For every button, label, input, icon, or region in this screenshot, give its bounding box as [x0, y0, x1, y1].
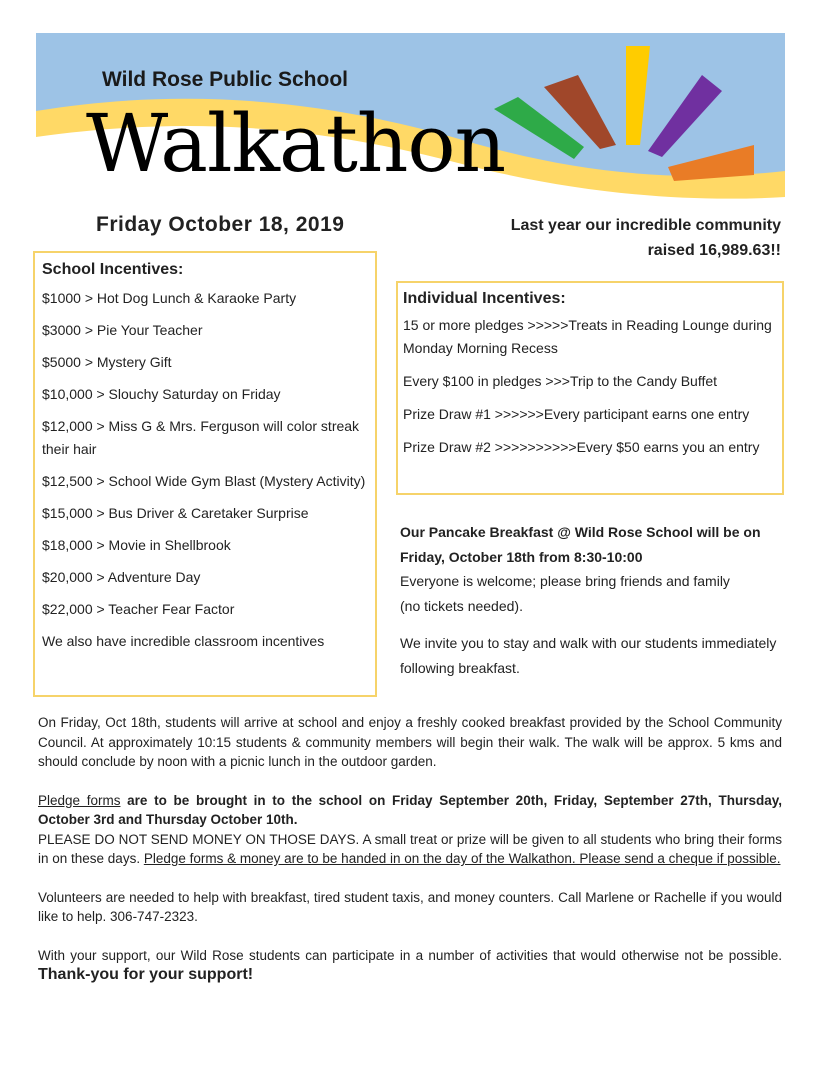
- school-name: Wild Rose Public School: [102, 68, 349, 91]
- school-incentives-title: School Incentives:: [42, 261, 184, 278]
- list-item: 15 or more pledges >>>>>Treats in Reading Lounge during Monday Morning Recess: [403, 317, 772, 356]
- pancake-invite: We invite you to stay and walk with our students immediately following breakfast.: [400, 635, 777, 676]
- page-title: Walkathon: [86, 97, 506, 190]
- list-item: $3000 > Pie Your Teacher: [42, 322, 203, 338]
- money-notice-caps: PLEASE DO NOT SEND MONEY ON THOSE DAYS.: [38, 831, 360, 847]
- paragraph-event-details: On Friday, Oct 18th, students will arrive at school and enjoy a freshly cooked breakfast provided by the School Community Council. At approximately 10:15 students & community members will begin their walk. The walk will be approx. 5 kms and should conclude by noon with a picnic lunch in the outdoor garden.: [38, 715, 782, 769]
- list-item: Prize Draw #2 >>>>>>>>>>Every $50 earns you an entry: [403, 439, 760, 455]
- list-item: $12,500 > School Wide Gym Blast (Mystery Activity): [42, 473, 366, 489]
- last-year-line-2: raised 16,989.63!!: [647, 242, 781, 259]
- list-item: $18,000 > Movie in Shellbrook: [42, 537, 231, 553]
- pancake-line-1: Our Pancake Breakfast @ Wild Rose School will be on: [400, 524, 761, 540]
- pledge-forms-label: Pledge forms: [38, 792, 121, 808]
- paragraph-closing: [38, 946, 782, 985]
- event-date: Friday October 18, 2019: [96, 213, 345, 236]
- money-notice-text: A small treat or prize will be given to all students who bring their forms in on these days.: [38, 831, 783, 866]
- list-item: $22,000 > Teacher Fear Factor: [42, 601, 235, 617]
- list-item: Prize Draw #1 >>>>>>Every participant earns one entry: [403, 406, 750, 422]
- individual-incentives-box: [396, 281, 784, 495]
- paragraph-volunteers: Volunteers are needed to help with breakfast, tired student taxis, and money counters. Call Marlene or Rachelle if you would like to help. 306-747-2323.: [38, 889, 782, 924]
- paragraph-pledge-dates: [38, 791, 782, 830]
- school-incentives-box: [33, 251, 377, 697]
- pancake-breakfast-section: [400, 520, 785, 680]
- closing-text: With your support, our Wild Rose students can participate in a number of activities that would otherwise not be possible.: [38, 947, 782, 963]
- paragraph-money-notice: [38, 830, 782, 869]
- list-item: $15,000 > Bus Driver & Caretaker Surprise: [42, 505, 309, 521]
- last-year-line-1: Last year our incredible community: [510, 217, 781, 234]
- list-item: $12,000 > Miss G & Mrs. Ferguson will color streak their hair: [42, 418, 360, 457]
- pancake-line-3: Everyone is welcome; please bring friends and family: [400, 573, 730, 589]
- individual-incentives-title: Individual Incentives:: [403, 290, 566, 307]
- thank-you-text: Thank-you for your support!: [38, 966, 254, 983]
- pancake-line-2: Friday, October 18th from 8:30-10:00: [400, 548, 643, 565]
- list-item: $10,000 > Slouchy Saturday on Friday: [42, 386, 281, 402]
- list-item: We also have incredible classroom incentives: [42, 633, 325, 649]
- money-notice-underlined: Pledge forms & money are to be handed in on the day of the Walkathon. Please send a cheque if possible.: [143, 851, 781, 866]
- list-item: $5000 > Mystery Gift: [42, 354, 172, 370]
- pledge-dates-text: are to be brought in to the school on Friday September 20th, Friday, September 27th, Thursday, October 3rd and Thursday October 10th.: [38, 792, 782, 827]
- body-text: [38, 713, 782, 1004]
- list-item: $1000 > Hot Dog Lunch & Karaoke Party: [42, 290, 297, 306]
- list-item: Every $100 in pledges >>>Trip to the Candy Buffet: [403, 373, 718, 389]
- pancake-line-4: (no tickets needed).: [400, 597, 523, 614]
- list-item: $20,000 > Adventure Day: [42, 569, 201, 585]
- last-year-note: [461, 213, 781, 263]
